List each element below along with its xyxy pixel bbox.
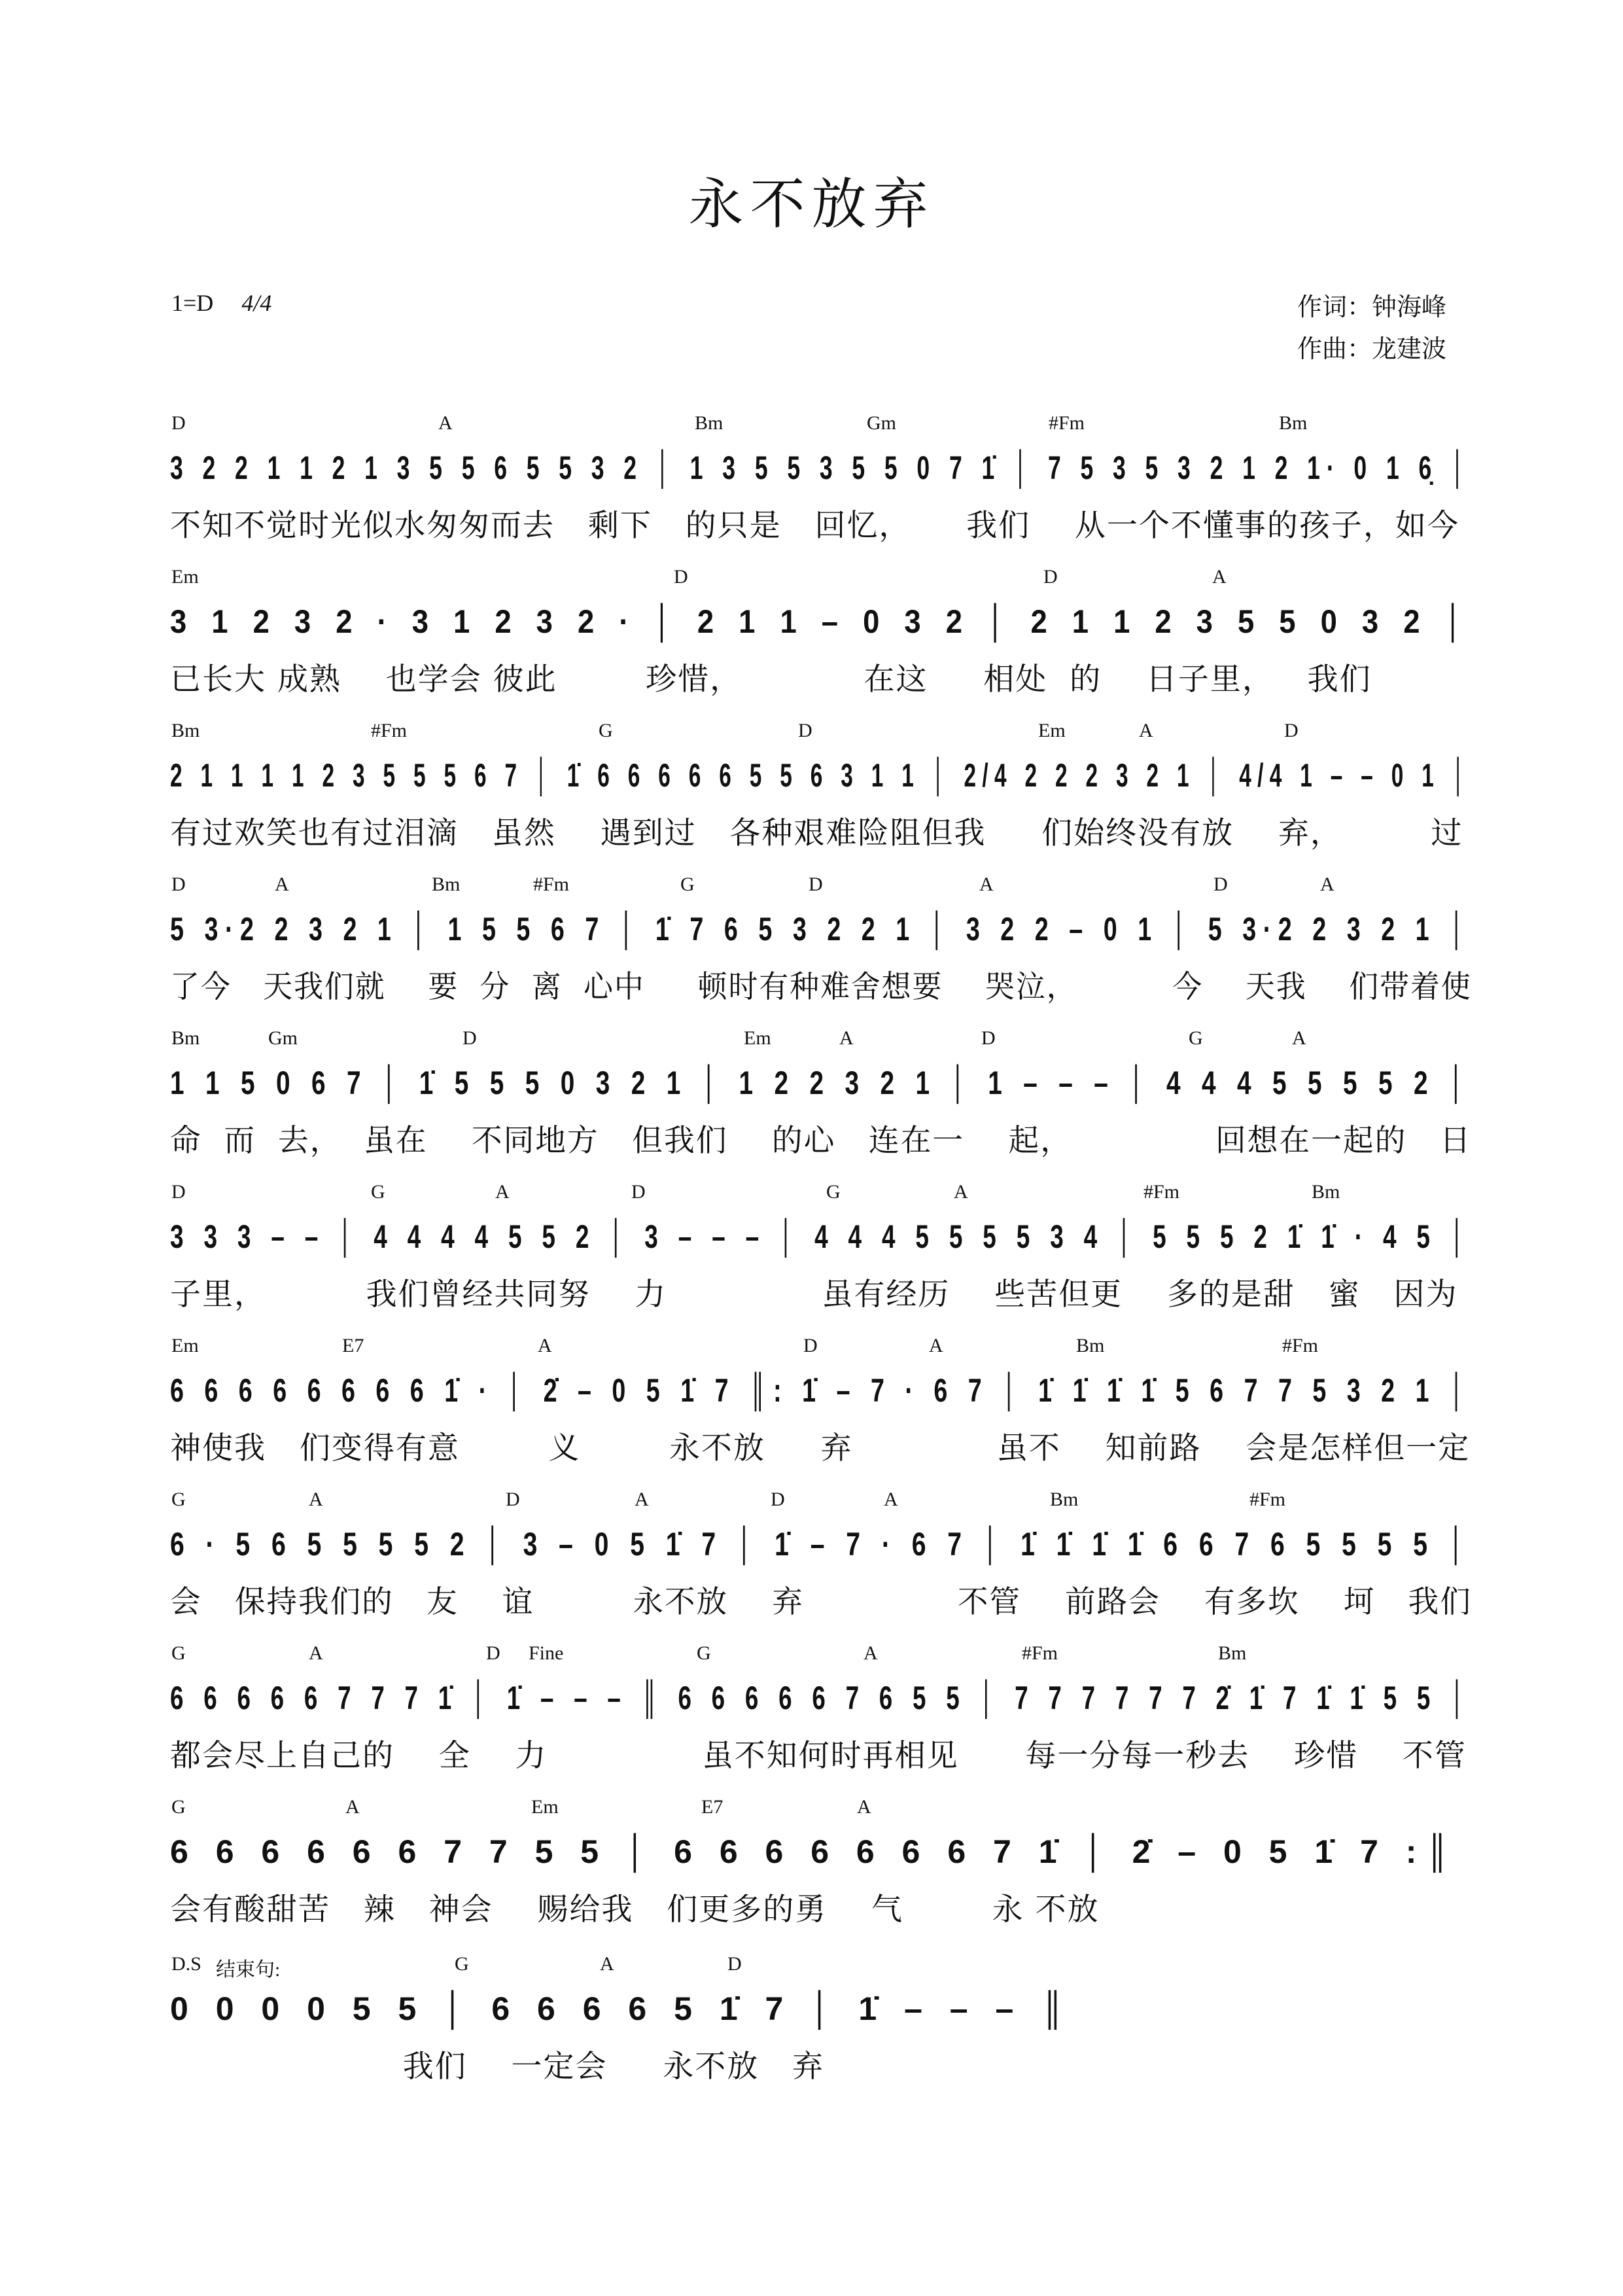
key-signature: 1=D [171, 290, 214, 316]
chord-symbol: D [171, 1181, 186, 1203]
score-system [170, 1027, 1472, 1171]
chord-symbol: D [798, 720, 812, 741]
chord-symbol: #Fm [1249, 1489, 1286, 1510]
jianpu-notes: 3 1 2 3 2 · 3 1 2 3 2 · │ 2 1 1 – 0 3 2 │ 2 1 1 2 3 5 5 0 3 2 │ [170, 603, 1472, 640]
chord-symbol: A [864, 1642, 878, 1664]
chord-symbol: A [309, 1642, 323, 1664]
chord-symbol: A [309, 1489, 323, 1510]
chord-symbol: A [438, 412, 453, 434]
score-system [170, 566, 1472, 710]
chord-symbol: A [1292, 1027, 1306, 1049]
lyrics-line: 了今 天我们就 要 分 离 心中 顿时有种难舍想要 哭泣， 今 天我 们带着使 [170, 969, 1472, 1005]
jianpu-notes: 5 3·2 2 3 2 1 │ 1 5 5 6 7 │ 1̇ 7 6 5 3 2 2 1 │ 3 2 2 – 0 1 │ 5 3·2 2 3 2 1 │ [170, 911, 1473, 947]
chord-row [170, 720, 1472, 746]
score-system [170, 1489, 1472, 1633]
chord-symbol: Fine [529, 1642, 564, 1664]
score-system [170, 720, 1472, 864]
jianpu-notes: 6 6 6 6 6 6 6 6 1̇ · │ 2̇ – 0 5 1̇ 7 ║: 1̇ – 7 · 6 7 │ 1̇ 1̇ 1̇ 1̇ 5 6 7 7 5 3 2 1 │ [170, 1372, 1472, 1409]
chord-symbol: D [631, 1181, 646, 1203]
lyrics-line: 会 保持我们的 友 谊 永不放 弃 不管 前路会 有多坎 坷 我们 [170, 1584, 1472, 1620]
lyricist-credit: 作词：钟海峰 [1297, 292, 1446, 321]
chord-symbol: G [171, 1642, 186, 1664]
lyrics-line: 已长大 成熟 也学会 彼此 珍惜， 在这 相处 的 日子里， 我们 [170, 662, 1372, 698]
jianpu-notes: 3 2 2 1 1 2 1 3 5 5 6 5 5 3 2 │ 1 3 5 5 3 5 5 0 7 1̇ │ 7 5 3 5 3 2 1 2 1· 0 1 6̣ │ [170, 450, 1473, 486]
chord-symbol: D [981, 1027, 996, 1049]
chord-symbol: Gm [268, 1027, 298, 1049]
chord-symbol: D [1043, 566, 1058, 588]
lyrics-line: 命 而 去， 虽在 不同地方 但我们 的心 连在一 起， 回想在一起的 日 [170, 1123, 1472, 1159]
chord-symbol: Em [171, 566, 199, 588]
chord-symbol: A [345, 1796, 360, 1818]
chord-row [170, 1181, 1472, 1207]
chord-row [170, 1642, 1472, 1669]
chord-symbol: 结束句: [216, 1959, 281, 1981]
score-system [170, 1953, 1472, 2097]
chord-symbol: Bm [171, 720, 200, 741]
chord-symbol: G [171, 1796, 186, 1818]
chord-symbol: A [979, 874, 994, 895]
chord-symbol: D [171, 412, 186, 434]
chord-symbol: G [697, 1642, 711, 1664]
jianpu-notes: 6 6 6 6 6 6 7 7 5 5 │ 6 6 6 6 6 6 6 7 1̇ │ 2̇ – 0 5 1̇ 7 :║ [170, 1833, 1458, 1870]
chord-symbol: A [495, 1181, 510, 1203]
chord-symbol: G [455, 1953, 469, 1975]
chord-symbol: Em [1038, 720, 1066, 741]
chord-symbol: Bm [432, 874, 461, 895]
chord-symbol: G [171, 1489, 186, 1510]
chord-row [170, 566, 1472, 592]
chord-symbol: G [826, 1181, 841, 1203]
jianpu-notes: 3 3 3 – – │ 4 4 4 4 5 5 2 │ 3 – – – │ 4 4 4 5 5 5 5 3 4 │ 5 5 5 2 1̇ 1̇ · 4 5 │ [170, 1218, 1473, 1255]
chord-symbol: D.S [171, 1953, 201, 1975]
chord-symbol: D [809, 874, 823, 895]
chord-row [170, 1027, 1472, 1053]
score-system [170, 1335, 1472, 1479]
jianpu-notes: 2 1 1 1 1 2 3 5 5 5 6 7 │ 1̇ 6 6 6 6 6 5 5 6 3 1 1 │ 2/4 2 2 2 3 2 1 │ 4/4 1 – – 0 1 │ [170, 757, 1472, 794]
chord-symbol: A [954, 1181, 968, 1203]
chord-symbol: A [538, 1335, 552, 1356]
chord-symbol: Bm [1076, 1335, 1105, 1356]
chord-symbol: D [171, 874, 186, 895]
key-and-time [171, 289, 271, 317]
chord-symbol: G [371, 1181, 385, 1203]
chord-symbol: Bm [171, 1027, 200, 1049]
chord-symbol: A [1139, 720, 1153, 741]
jianpu-notes: 0 0 0 0 5 5 │ 6 6 6 6 5 1̇ 7 │ 1̇ – – – ║ [170, 1990, 1073, 2027]
chord-symbol: G [599, 720, 613, 741]
chord-symbol: A [884, 1489, 898, 1510]
jianpu-notes: 1 1 5 0 6 7 │ 1̇ 5 5 5 0 3 2 1 │ 1 2 2 3 2 1 │ 1 – – – │ 4 4 4 5 5 5 5 2 │ [170, 1065, 1473, 1101]
composer-credit: 作曲：龙建波 [1297, 334, 1446, 363]
lyrics-line: 子里， 我们曾经共同努 力 虽有经历 些苦但更 多的是甜 蜜 因为 [170, 1277, 1458, 1313]
chord-symbol: A [1212, 566, 1227, 588]
score-system [170, 874, 1472, 1017]
chord-row [170, 874, 1472, 900]
chord-symbol: D [462, 1027, 477, 1049]
score-system [170, 1642, 1472, 1786]
time-signature: 4/4 [241, 290, 272, 316]
jianpu-notes: 6 · 5 6 5 5 5 5 2 │ 3 – 0 5 1̇ 7 │ 1̇ – 7 · 6 7 │ 1̇ 1̇ 1̇ 1̇ 6 6 7 6 5 5 5 5 │ [170, 1526, 1473, 1563]
chord-symbol: A [275, 874, 289, 895]
chord-symbol: A [635, 1489, 649, 1510]
lyrics-line: 神使我 们变得有意 义 永不放 弃 虽不 知前路 会是怎样但一定 [170, 1430, 1471, 1466]
chord-symbol: D [1284, 720, 1299, 741]
lyrics-line: 我们 一定会 永不放 弃 [170, 2049, 825, 2085]
chord-symbol: Bm [1312, 1181, 1340, 1203]
chord-symbol: Em [744, 1027, 771, 1049]
chord-symbol: Bm [1050, 1489, 1079, 1510]
chord-symbol: #Fm [371, 720, 408, 741]
song-title: 永不放弃 [688, 172, 935, 236]
lyrics-line: 有过欢笑也有过泪滴 虽然 遇到过 各种艰难险阻但我 们始终没有放 弃， 过 [170, 815, 1463, 851]
chord-symbol: #Fm [533, 874, 570, 895]
chord-row [170, 1489, 1472, 1515]
chord-symbol: A [600, 1953, 614, 1975]
score-system [170, 1181, 1472, 1325]
jianpu-notes: 6 6 6 6 6 7 7 7 1̇ │ 1̇ – – – ║ 6 6 6 6 6 7 6 5 5 │ 7 7 7 7 7 7 2̇ 1̇ 7 1̇ 1̇ 5 5 │ [170, 1680, 1473, 1716]
chord-symbol: Bm [1279, 412, 1308, 434]
chord-symbol: #Fm [1143, 1181, 1180, 1203]
score-system [170, 412, 1472, 556]
chord-symbol: #Fm [1049, 412, 1085, 434]
lyrics-line: 都会尽上自己的 全 力 虽不知何时再相见 每一分每一秒去 珍惜 不管 [170, 1738, 1467, 1774]
lyrics-line: 不知不觉时光似水匆匆而去 剩下 的只是 回忆， 我们 从一个不懂事的孩子，如今 [170, 508, 1459, 544]
chord-symbol: Gm [867, 412, 896, 434]
chord-symbol: G [1189, 1027, 1203, 1049]
chord-row [170, 412, 1472, 438]
lyrics-line: 会有酸甜苦 辣 神会 赐给我 们更多的勇 气 永 不放 [170, 1892, 1100, 1928]
chord-symbol: Bm [1218, 1642, 1247, 1664]
chord-symbol: E7 [342, 1335, 364, 1356]
chord-symbol: A [1320, 874, 1335, 895]
chord-row [170, 1953, 1472, 1979]
score-system [170, 1796, 1472, 1940]
chord-symbol: D [1213, 874, 1228, 895]
chord-symbol: E7 [701, 1796, 724, 1818]
chord-row [170, 1335, 1472, 1361]
chord-symbol: D [506, 1489, 520, 1510]
chord-symbol: A [929, 1335, 943, 1356]
chord-symbol: #Fm [1282, 1335, 1319, 1356]
chord-symbol: D [674, 566, 688, 588]
chord-symbol: Em [531, 1796, 559, 1818]
chord-symbol: D [771, 1489, 785, 1510]
chord-symbol: Bm [695, 412, 724, 434]
chord-symbol: A [839, 1027, 854, 1049]
chord-row [170, 1796, 1472, 1822]
chord-symbol: G [680, 874, 695, 895]
chord-symbol: D [727, 1953, 742, 1975]
chord-symbol: D [803, 1335, 818, 1356]
chord-symbol: A [857, 1796, 871, 1818]
chord-symbol: #Fm [1022, 1642, 1058, 1664]
chord-symbol: D [486, 1642, 500, 1664]
chord-symbol: Em [171, 1335, 199, 1356]
